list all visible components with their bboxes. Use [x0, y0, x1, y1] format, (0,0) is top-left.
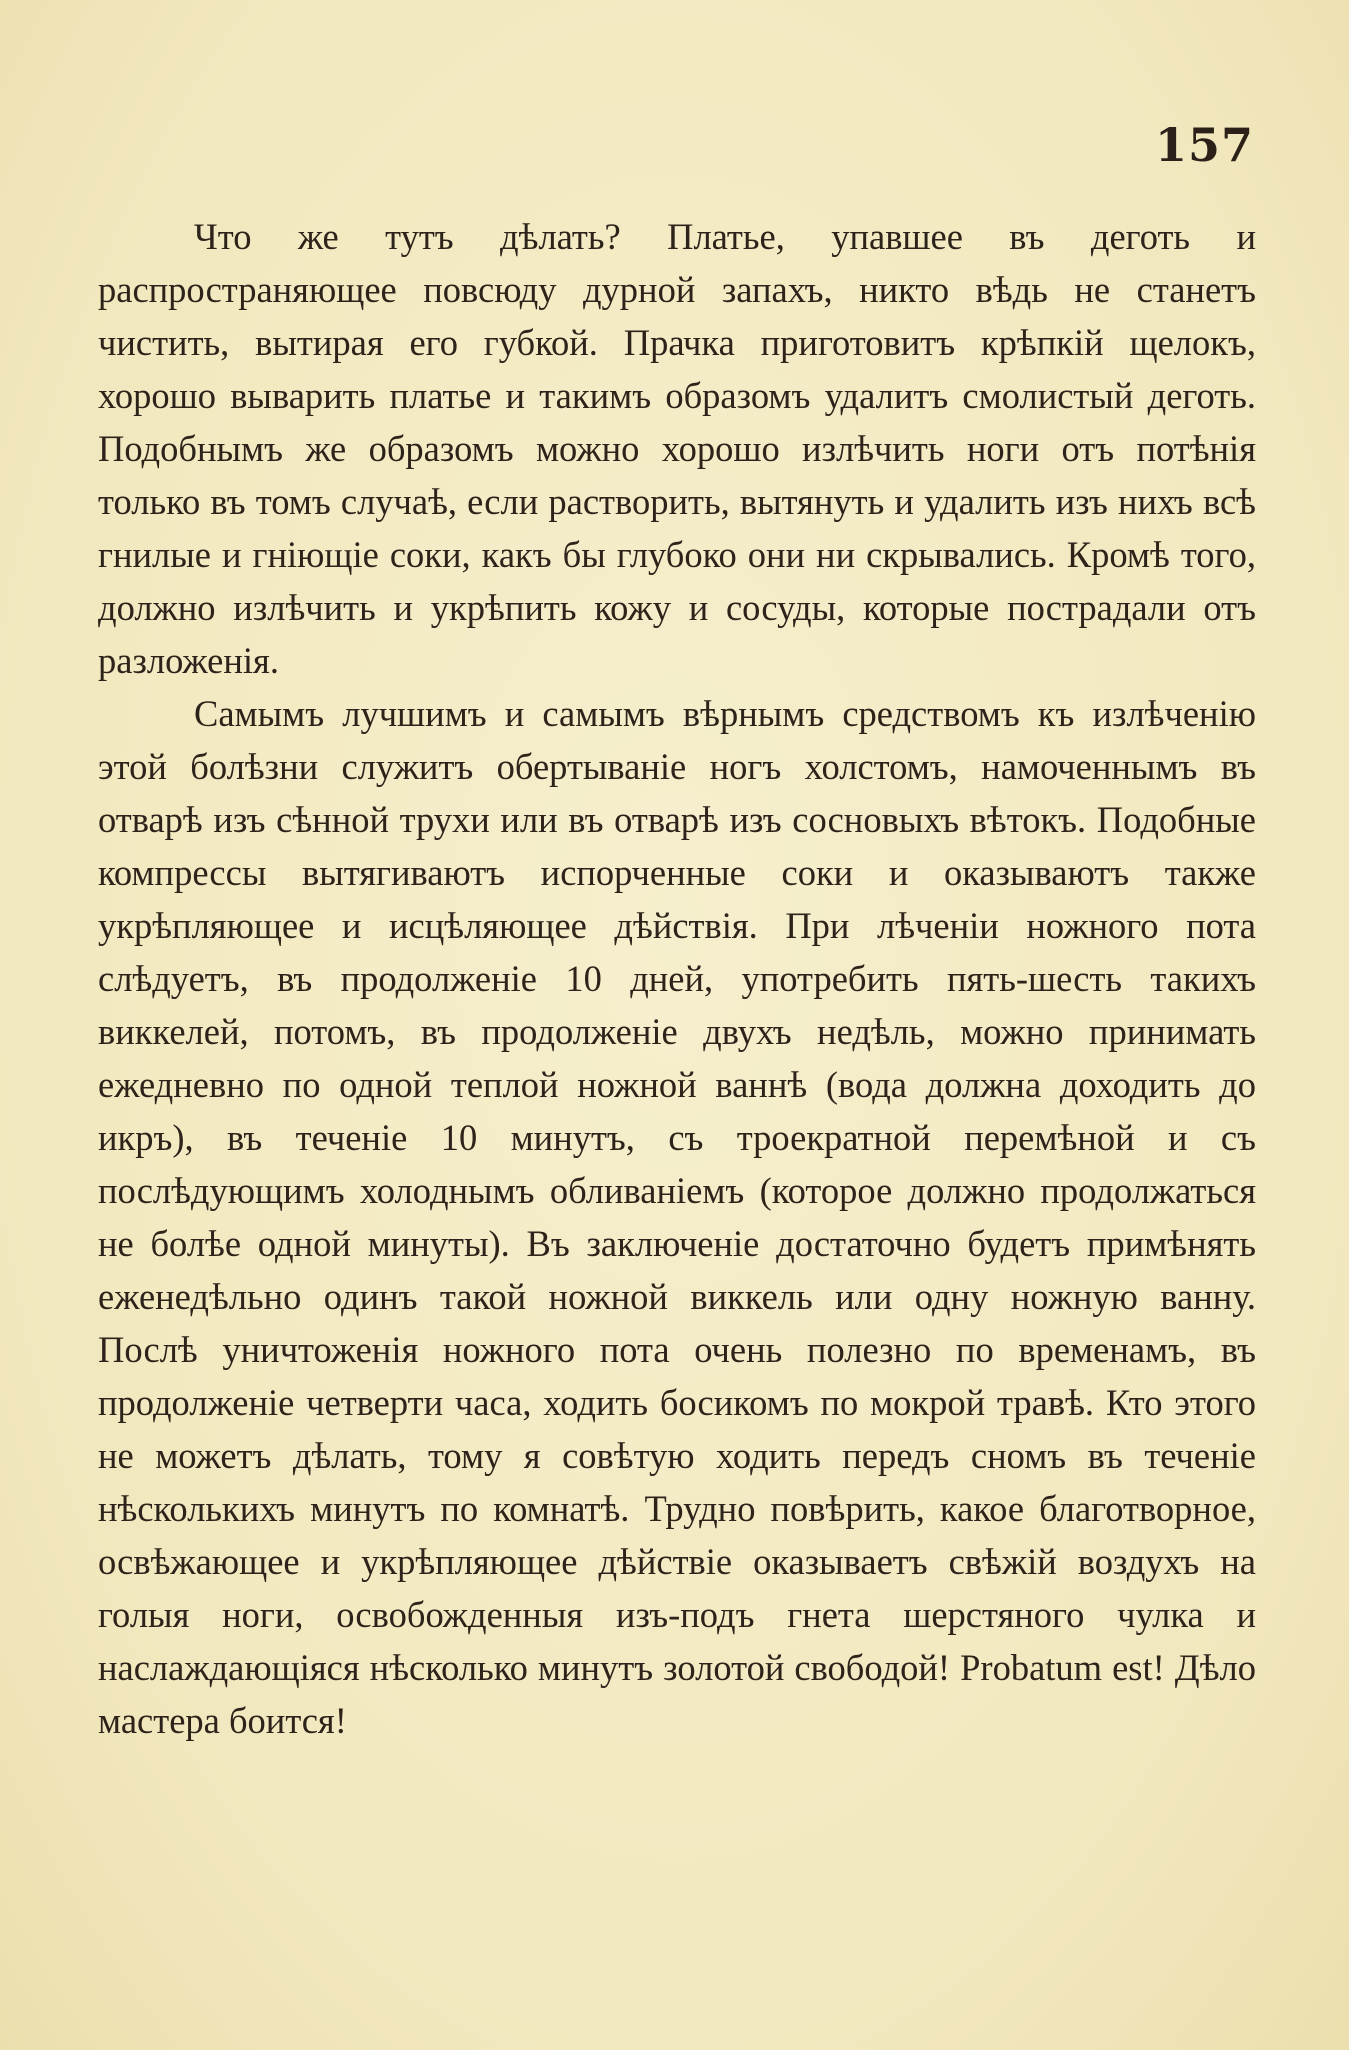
page-number: 157	[1154, 118, 1254, 172]
body-text	[98, 210, 1256, 1747]
paragraph-1: Что же тутъ дѣлать? Платье, упавшее въ деготь и распространяющее повсюду дурной запахъ, никто вѣдь не станетъ чистить, вытирая его губкой. Прачка приготовитъ крѣпкій щелокъ, хорошо выварить платье и такимъ образомъ удалитъ смолистый деготь. Подобнымъ же образомъ можно хорошо излѣчить ноги отъ потѣнія только въ томъ случаѣ, если растворить, вытянуть и удалить изъ нихъ всѣ гнилые и гніющіе соки, какъ бы глубоко они ни скрывались. Кромѣ того, должно излѣчить и укрѣпить кожу и сосуды, которые пострадали отъ разложенія.	[98, 216, 1256, 681]
paragraph-2: Самымъ лучшимъ и самымъ вѣрнымъ средствомъ къ излѣченію этой болѣзни служитъ обертываніе ногъ холстомъ, намоченнымъ въ отварѣ изъ сѣнной трухи или въ отварѣ изъ сосновыхъ вѣтокъ. Подобные компрессы вытягиваютъ испорченные соки и оказываютъ также укрѣпляющее и исцѣляющее дѣйствія. При лѣченіи ножного пота слѣдуетъ, въ продолженіе 10 дней, употребить пять-шесть такихъ виккелей, потомъ, въ продолженіе двухъ недѣль, можно принимать ежедневно по одной теплой ножной ваннѣ (вода должна доходить до икръ), въ теченіе 10 минутъ, съ троекратной перемѣной и съ послѣдующимъ холоднымъ обливаніемъ (которое должно продолжаться не болѣе одной минуты). Въ заключеніе достаточно будетъ примѣнять еженедѣльно одинъ такой ножной виккель или одну ножную ванну. Послѣ уничтоженія ножного пота очень полезно по временамъ, въ продолженіе четверти часа, ходить босикомъ по мокрой травѣ. Кто этого не можетъ дѣлать, тому я совѣтую ходить передъ сномъ въ теченіе нѣсколькихъ минутъ по комнатѣ. Трудно повѣрить, какое благотворное, освѣжающее и укрѣпляющее дѣйствіе оказываетъ свѣжій воздухъ на голыя ноги, освобожденныя изъ-подъ гнета шерстяного чулка и наслаждающіяся нѣсколько минутъ золотой свободой! Probatum est! Дѣло мастера боится!	[98, 693, 1256, 1741]
